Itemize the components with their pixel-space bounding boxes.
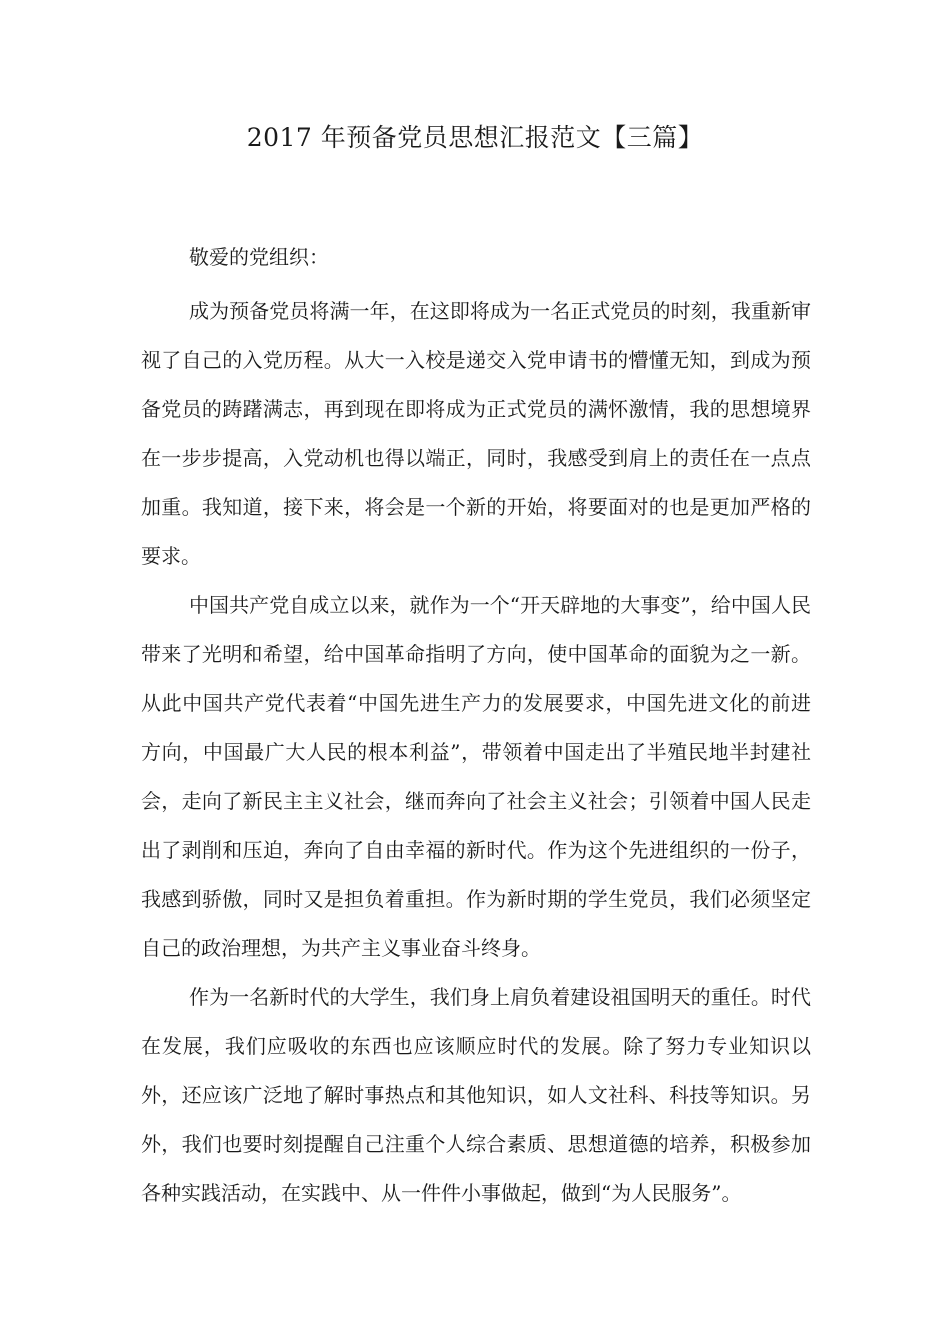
document-body (141, 238, 811, 1218)
salutation: 敬爱的党组织： (189, 245, 329, 269)
paragraph-1: 成为预备党员将满一年，在这即将成为一名正式党员的时刻，我重新审视了自己的入党历程。从大一入校是递交入党申请书的懵懂无知，到成为预备党员的踌躇满志，再到现在即将成为正式党员的满怀激情，我的思想境界在一步步提高，入党动机也得以端正，同时，我感受到肩上的责任在一点点加重。我知道，接下来，将会是一个新的开始，将要面对的也是更加严格的要求。 (141, 299, 811, 568)
document-title: 2017 年预备党员思想汇报范文【三篇】 (246, 123, 704, 152)
paragraph-2: 中国共产党自成立以来，就作为一个“开天辟地的大事变”，给中国人民带来了光明和希望，给中国革命指明了方向，使中国革命的面貌为之一新。从此中国共产党代表着“中国先进生产力的发展要求，中国先进文化的前进方向，中国最广大人民的根本利益”，带领着中国走出了半殖民地半封建社会，走向了新民主主义社会，继而奔向了社会主义社会；引领着中国人民走出了剥削和压迫，奔向了自由幸福的新时代。作为这个先进组织的一份子，我感到骄傲，同时又是担负着重担。作为新时期的学生党员，我们必须坚定自己的政治理想，为共产主义事业奋斗终身。 (141, 593, 811, 960)
paragraph-3: 作为一名新时代的大学生，我们身上肩负着建设祖国明天的重任。时代在发展，我们应吸收的东西也应该顺应时代的发展。除了努力专业知识以外，还应该广泛地了解时事热点和其他知识，如人文社科、科技等知识。另外，我们也要时刻提醒自己注重个人综合素质、思想道德的培养，积极参加各种实践活动，在实践中、从一件件小事做起，做到“为人民服务”。 (141, 985, 811, 1205)
